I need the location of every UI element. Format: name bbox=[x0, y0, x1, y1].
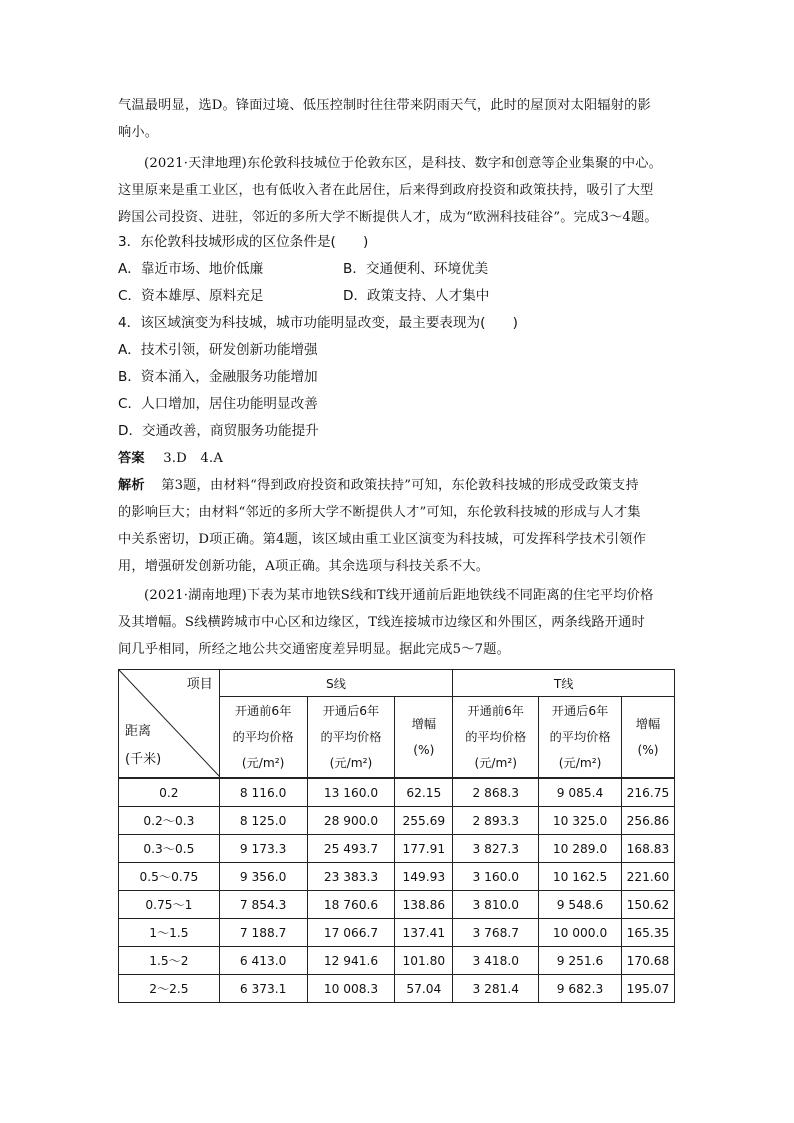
cell-distance: 2～2.5 bbox=[119, 975, 220, 1003]
answer-label: 答案 bbox=[118, 451, 145, 466]
paragraph-continuation bbox=[118, 92, 678, 146]
option-3a: A．靠近市场、地价低廉 bbox=[118, 261, 264, 277]
text-line: 响小。 bbox=[118, 125, 159, 140]
cell-t-after: 9 682.3 bbox=[539, 975, 622, 1003]
text-line: 气温最明显，选D。锋面过境、低压控制时往往带来阴雨天气，此时的屋顶对太阳辐射的影 bbox=[118, 98, 651, 113]
cell-t-before: 3 810.0 bbox=[453, 891, 539, 919]
text-line: 及其增幅。S线横跨城市中心区和边缘区，T线连接城市边缘区和外围区，两条线路开通时 bbox=[118, 615, 645, 630]
cell-t-after: 10 325.0 bbox=[539, 807, 622, 835]
cell-t-before: 3 281.4 bbox=[453, 975, 539, 1003]
cell-s-growth: 149.93 bbox=[395, 863, 453, 891]
cell-distance: 0.75～1 bbox=[119, 891, 220, 919]
cell-t-growth: 165.35 bbox=[621, 919, 674, 947]
text-line: 这里原来是重工业区，也有低收入者在此居住，后来得到政府投资和政策扶持，吸引了大型 bbox=[118, 183, 654, 198]
material-paragraph-hunan bbox=[118, 582, 678, 663]
option-3c: C．资本雄厚、原料充足 bbox=[118, 288, 264, 304]
cell-t-before: 2 868.3 bbox=[453, 778, 539, 807]
analysis-paragraph bbox=[118, 472, 678, 580]
cell-distance: 0.5～0.75 bbox=[119, 863, 220, 891]
table-row bbox=[119, 778, 675, 807]
housing-price-table bbox=[118, 669, 675, 1003]
cell-t-growth: 170.68 bbox=[621, 947, 674, 975]
table-row bbox=[119, 947, 675, 975]
option-4b: B．资本涌入，金融服务功能增加 bbox=[118, 369, 318, 385]
text-line: 用，增强研发创新功能，A项正确。其余选项与科技关系不大。 bbox=[118, 559, 490, 574]
subheader-s-growth: 增幅 (%) bbox=[395, 697, 453, 779]
text-line: (2021·湖南地理)下表为某市地铁S线和T线开通前后距地铁线不同距离的住宅平均价格 bbox=[144, 588, 654, 603]
cell-t-growth: 168.83 bbox=[621, 835, 674, 863]
cell-t-before: 3 768.7 bbox=[453, 919, 539, 947]
cell-s-after: 12 941.6 bbox=[307, 947, 395, 975]
subheader-t-growth: 增幅 (%) bbox=[621, 697, 674, 779]
cell-s-before: 9 173.3 bbox=[219, 835, 307, 863]
cell-t-growth: 216.75 bbox=[621, 778, 674, 807]
cell-s-after: 28 900.0 bbox=[307, 807, 395, 835]
cell-t-after: 9 085.4 bbox=[539, 778, 622, 807]
table-row bbox=[119, 975, 675, 1003]
cell-t-growth: 150.62 bbox=[621, 891, 674, 919]
group-header-s-line: S线 bbox=[219, 670, 453, 697]
cell-distance: 0.2 bbox=[119, 778, 220, 807]
cell-distance: 1.5～2 bbox=[119, 947, 220, 975]
question-4-stem: 4．该区域演变为科技城，城市功能明显改变，最主要表现为( ) bbox=[118, 315, 518, 331]
option-4a: A．技术引领，研发创新功能增强 bbox=[118, 342, 318, 358]
option-3d: D．政策支持、人才集中 bbox=[343, 288, 490, 304]
cell-t-growth: 256.86 bbox=[621, 807, 674, 835]
text-line: 的影响巨大；由材料“邻近的多所大学不断提供人才”可知，东伦敦科技城的形成与人才集 bbox=[118, 505, 641, 520]
cell-t-growth: 221.60 bbox=[621, 863, 674, 891]
question-3-options-row-2 bbox=[118, 283, 678, 310]
table-row bbox=[119, 919, 675, 947]
cell-distance: 0.3～0.5 bbox=[119, 835, 220, 863]
table-row bbox=[119, 891, 675, 919]
cell-s-growth: 62.15 bbox=[395, 778, 453, 807]
cell-s-after: 10 008.3 bbox=[307, 975, 395, 1003]
cell-s-after: 25 493.7 bbox=[307, 835, 395, 863]
text-line: 间几乎相同，所经之地公共交通密度差异明显。据此完成5～7题。 bbox=[118, 642, 511, 657]
cell-t-after: 10 000.0 bbox=[539, 919, 622, 947]
cell-t-before: 2 893.3 bbox=[453, 807, 539, 835]
subheader-t-before: 开通前6年 的平均价格 (元/m²) bbox=[453, 697, 539, 779]
material-paragraph-tianjin bbox=[118, 150, 678, 231]
cell-s-before: 9 356.0 bbox=[219, 863, 307, 891]
text-line: 中关系密切，D项正确。第4题，该区域由重工业区演变为科技城，可发挥科学技术引领作 bbox=[118, 532, 647, 547]
question-3-stem: 3．东伦敦科技城形成的区位条件是( ) bbox=[118, 234, 369, 250]
corner-header-unit: (千米) bbox=[125, 752, 162, 767]
cell-t-before: 3 827.3 bbox=[453, 835, 539, 863]
answer-line bbox=[118, 445, 678, 472]
answer-value: 3.D 4.A bbox=[163, 451, 224, 466]
cell-t-growth: 195.07 bbox=[621, 975, 674, 1003]
cell-s-after: 13 160.0 bbox=[307, 778, 395, 807]
analysis-label: 解析 bbox=[118, 478, 145, 493]
cell-t-after: 9 548.6 bbox=[539, 891, 622, 919]
text-line: 跨国公司投资、进驻，邻近的多所大学不断提供人才，成为“欧洲科技硅谷”。完成3～4题。 bbox=[118, 210, 658, 225]
cell-t-before: 3 418.0 bbox=[453, 947, 539, 975]
cell-s-after: 23 383.3 bbox=[307, 863, 395, 891]
group-header-t-line: T线 bbox=[453, 670, 675, 697]
cell-s-before: 7 188.7 bbox=[219, 919, 307, 947]
cell-s-after: 18 760.6 bbox=[307, 891, 395, 919]
cell-t-after: 9 251.6 bbox=[539, 947, 622, 975]
text-line: (2021·天津地理)东伦敦科技城位于伦敦东区，是科技、数字和创意等企业集聚的中心。 bbox=[144, 156, 663, 171]
subheader-s-before: 开通前6年 的平均价格 (元/m²) bbox=[219, 697, 307, 779]
cell-s-growth: 177.91 bbox=[395, 835, 453, 863]
cell-t-after: 10 289.0 bbox=[539, 835, 622, 863]
cell-s-before: 8 116.0 bbox=[219, 778, 307, 807]
option-4c: C．人口增加，居住功能明显改善 bbox=[118, 396, 318, 412]
cell-s-growth: 137.41 bbox=[395, 919, 453, 947]
subheader-s-after: 开通后6年 的平均价格 (元/m²) bbox=[307, 697, 395, 779]
cell-s-growth: 57.04 bbox=[395, 975, 453, 1003]
question-3-options-row-1 bbox=[118, 256, 678, 283]
cell-distance: 1～1.5 bbox=[119, 919, 220, 947]
table-row bbox=[119, 835, 675, 863]
cell-s-growth: 255.69 bbox=[395, 807, 453, 835]
text-line: 第3题，由材料“得到政府投资和政策扶持”可知，东伦敦科技城的形成受政策支持 bbox=[161, 478, 639, 493]
cell-t-after: 10 162.5 bbox=[539, 863, 622, 891]
cell-s-growth: 138.86 bbox=[395, 891, 453, 919]
corner-header-item: 项目 bbox=[186, 677, 213, 692]
cell-s-after: 17 066.7 bbox=[307, 919, 395, 947]
option-4d: D．交通改善，商贸服务功能提升 bbox=[118, 423, 319, 439]
cell-s-before: 7 854.3 bbox=[219, 891, 307, 919]
table-corner-cell bbox=[119, 670, 220, 779]
option-3b: B．交通便利、环境优美 bbox=[343, 261, 489, 277]
subheader-t-after: 开通后6年 的平均价格 (元/m²) bbox=[539, 697, 622, 779]
table-row bbox=[119, 863, 675, 891]
table-row bbox=[119, 807, 675, 835]
cell-t-before: 3 160.0 bbox=[453, 863, 539, 891]
cell-s-before: 6 373.1 bbox=[219, 975, 307, 1003]
cell-s-before: 8 125.0 bbox=[219, 807, 307, 835]
corner-header-distance: 距离 bbox=[125, 724, 152, 739]
cell-s-growth: 101.80 bbox=[395, 947, 453, 975]
cell-s-before: 6 413.0 bbox=[219, 947, 307, 975]
cell-distance: 0.2～0.3 bbox=[119, 807, 220, 835]
